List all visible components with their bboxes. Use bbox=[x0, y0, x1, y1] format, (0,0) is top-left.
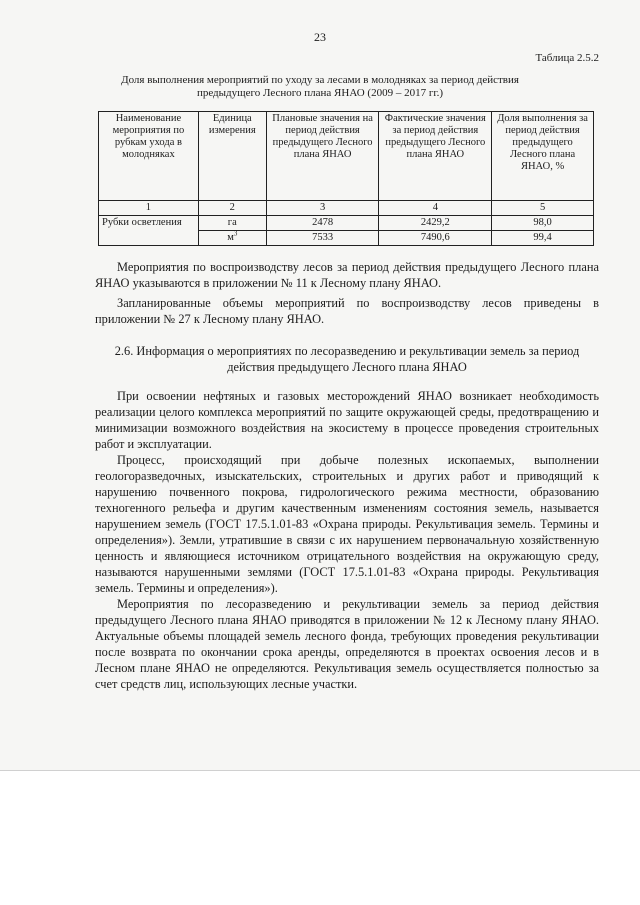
row-unit: га bbox=[198, 216, 266, 231]
row-actual: 7490,6 bbox=[379, 231, 492, 246]
table-label: Таблица 2.5.2 bbox=[535, 52, 599, 64]
forest-care-table bbox=[98, 111, 594, 246]
page-number: 23 bbox=[314, 30, 326, 44]
row-actual: 2429,2 bbox=[379, 216, 492, 231]
paragraph: Запланированные объемы мероприятий по воспроизводству лесов приведены в приложении № 27 к Лесному плану ЯНАО. bbox=[95, 296, 599, 326]
body-text bbox=[95, 259, 599, 692]
header-share: Доля выполнения за период действия предыдущего Лесного плана ЯНАО, % bbox=[492, 112, 594, 201]
paragraph: Мероприятия по воспроизводству лесов за период действия предыдущего Лесного плана ЯНАО указываются в приложении № 11 к Лесному плану ЯНАО. bbox=[95, 260, 599, 290]
header-actual: Фактические значения за период действия предыдущего Лесного плана ЯНАО bbox=[379, 112, 492, 201]
column-number: 1 bbox=[99, 201, 199, 216]
paragraph: Мероприятия по лесоразведению и рекультивации земель за период действия предыдущего Лесного плана ЯНАО приводятся в приложении № 12 к Лесному плану ЯНАО. Актуальные объемы площадей земель лесного фонда, требующих проведения рекультивации после возврата по окончании срока аренды, определяются в проектах освоения лесов и в Лесном плане ЯНАО не определяются. Рекультивация земель осуществляется полностью за счет средств лиц, использующих лесные участки. bbox=[95, 597, 599, 691]
header-unit: Единица измерения bbox=[198, 112, 266, 201]
row-unit bbox=[198, 231, 266, 246]
row-share: 98,0 bbox=[492, 216, 594, 231]
column-number: 2 bbox=[198, 201, 266, 216]
unit-text: м bbox=[227, 232, 234, 243]
column-number: 5 bbox=[492, 201, 594, 216]
column-number: 3 bbox=[266, 201, 379, 216]
section-heading: 2.6. Информация о мероприятиях по лесоразведению и рекультивации земель за период действия предыдущего Лесного плана ЯНАО bbox=[114, 344, 580, 374]
header-planned: Плановые значения на период действия предыдущего Лесного плана ЯНАО bbox=[266, 112, 379, 201]
column-number-row bbox=[99, 201, 594, 216]
row-planned: 2478 bbox=[266, 216, 379, 231]
paragraph: При освоении нефтяных и газовых месторождений ЯНАО возникает необходимость реализации целого комплекса мероприятий по защите окружающей среды, предотвращению и минимизации возможного воздействия на экосистему в процессе проведения строительных работ и эксплуатации. bbox=[95, 389, 599, 451]
unit-superscript: 3 bbox=[233, 229, 238, 238]
row-planned: 7533 bbox=[266, 231, 379, 246]
table-caption: Доля выполнения мероприятий по уходу за лесами в молодняках за период действия предыдущего Лесного плана ЯНАО (2009 – 2017 гг.) bbox=[121, 74, 519, 99]
header-activity-name: Наименование мероприятия по рубкам ухода в молодняках bbox=[99, 112, 199, 201]
paragraph: Процесс, происходящий при добыче полезных ископаемых, выполнении геологоразведочных, изыскательских, строительных и других работ и приводящий к нарушению почвенного покрова, гидрологического режима местности, образованию техногенного рельефа и другим качественным изменениям состояния земель, называется нарушением земель (ГОСТ 17.5.1.01-83 «Охрана природы. Рекультивация земель. Термины и определения»). Земли, утратившие в связи с их нарушением первоначальную хозяйственную ценность и являющиеся источником отрицательного воздействия на окружающую среду, называются нарушенными землями (ГОСТ 17.5.1.01-83 «Охрана природы. Рекультивация земель. Термины и определения»). bbox=[95, 453, 599, 595]
row-share: 99,4 bbox=[492, 231, 594, 246]
table-row bbox=[99, 216, 594, 231]
row-activity-name: Рубки осветления bbox=[99, 216, 199, 246]
column-number: 4 bbox=[379, 201, 492, 216]
table-header-row bbox=[99, 112, 594, 201]
